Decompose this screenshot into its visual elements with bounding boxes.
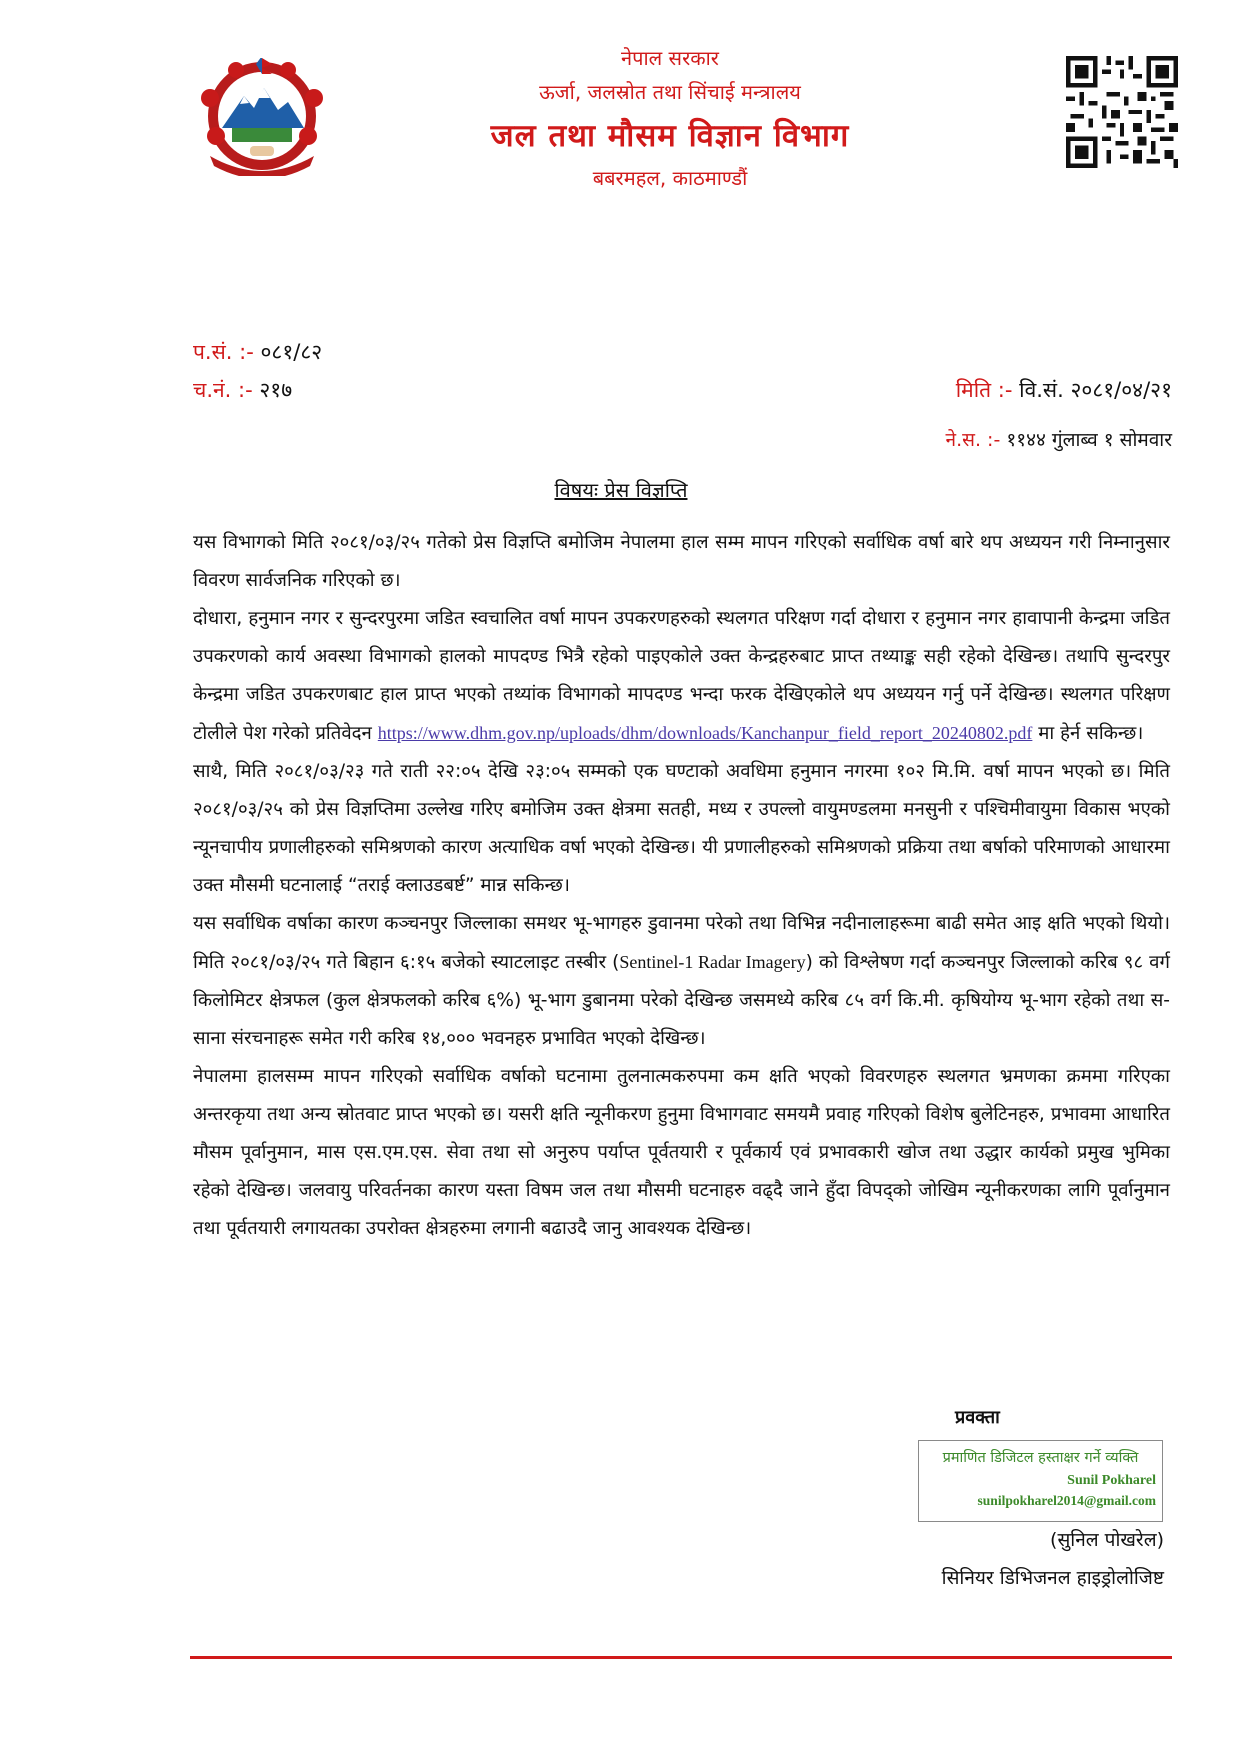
header-government: नेपाल सरकार [621,46,719,70]
subject-text: विषयः प्रेस विज्ञप्ति [554,478,688,502]
sentinel-imagery-term: Sentinel-1 Radar Imagery [619,952,806,972]
paragraph-1: यस विभागको मिति २०८१/०३/२५ गतेको प्रेस विज्ञप्ति बमोजिम नेपालमा हाल सम्म मापन गरिएको सर्वाधिक वर्षा बारे थप अध्ययन गरी निम्नानुसार विवरण सार्वजनिक गरिएको छ। [193,532,1170,591]
date-bs [956,376,1172,404]
press-release-body [193,524,1170,1248]
date-bs-value: वि.सं. २०८१/०४/२१ [1019,378,1172,402]
chalani-number [193,376,292,404]
header-department: जल तथा मौसम विज्ञान विभाग [490,118,850,154]
paragraph-4-end: ) को विश्लेषण गर्दा कञ्चनपुर जिल्लाको करिब ९८ वर्ग किलोमिटर क्षेत्रफल (कुल क्षेत्रफलको करिब ६%) भू-भाग डुबानमा परेको देखिन्छ जसमध्ये करिब ८५ वर्ग कि.मी. कृषियोग्य भू-भाग रहेको तथा स-साना संरचनाहरू समेत गरी करिब १४,००० भवनहरु प्रभावित भएको देखिन्छ। [193,952,1170,1049]
spokesperson-label: प्रवक्ता [955,1407,1000,1428]
paragraph-5: नेपालमा हालसम्म मापन गरिएको सर्वाधिक वर्षाको घटनामा तुलनात्मकरुपमा कम क्षति भएको विवरणहरु स्थलगत भ्रमणका क्रममा गरिएका अन्तरकृया तथा अन्य स्रोतवाट प्राप्त भएको छ। यसरी क्षति न्यूनीकरण हुनुमा विभागवाट समयमै प्रवाह गरिएको विशेष बुलेटिनहरु, प्रभावमा आधारित मौसम पूर्वानुमान, मास एस.एम.एस. सेवा तथा सो अनुरुप पर्याप्त पूर्वतयारी र पूर्वकार्य एवं प्रभावकारी खोज तथा उद्धार कार्यको प्रमुख भुमिका रहेको देखिन्छ। जलवायु परिवर्तनका कारण यस्ता विषम जल तथा मौसमी घटनाहरु वढ्दै जाने हुँदा विपद्को जोखिम न्यूनीकरणका लागि पूर्वानुमान तथा पूर्वतयारी लगायतका उपरोक्त क्षेत्रहरुमा लगानी बढाउदै जानु आवश्यक देखिन्छ। [193,1066,1170,1239]
patra-sankhya [193,338,322,366]
subject-line [0,476,1242,503]
digital-signature-name: Sunil Pokharel [1067,1473,1156,1488]
patra-sankhya-label: प.सं. :- [193,340,254,364]
date-nepal-sambat [946,426,1172,452]
signatory-name: (सुनिल पोखरेल) [1050,1529,1164,1551]
date-ns-label: ने.स. :- [945,429,1001,451]
paragraph-4-text: यस सर्वाधिक वर्षाका कारण कञ्चनपुर जिल्लाका समथर भू-भागहरु डुवानमा परेको तथा विभिन्न नदीनालाहरूमा बाढी समेत आइ क्षति भएको थियो। मिति २०८१/०३/२५ गते बिहान ६:१५ बजेको स्याटलाइट तस्बीर ( [193,913,1170,973]
header-ministry: ऊर्जा, जलस्रोत तथा सिंचाई मन्त्रालय [539,80,801,104]
digital-signature-caption: प्रमाणित डिजिटल हस्ताक्षर गर्ने व्यक्ति [942,1450,1139,1466]
paragraph-2-text: दोधारा, हनुमान नगर र सुन्दरपुरमा जडित स्वचालित वर्षा मापन उपकरणहरुको स्थलगत परिक्षण गर्दा दोधारा र हनुमान नगर हावापानी केन्द्रमा जडित उपकरणको कार्य अवस्था विभागको हालको मापदण्ड भित्रै रहेको पाइएकोले उक्त केन्द्रहरुबाट प्राप्त तथ्याङ्क सही रहेको देखिन्छ। तथापि सुन्दरपुर केन्द्रमा जडित उपकरणबाट हाल प्राप्त भएको तथ्यांक विभागको मापदण्ड भन्दा फरक देखिएकोले थप अध्ययन गर्नु पर्ने देखिन्छ। स्थलगत परिक्षण टोलीले पेश गरेको प्रतिवेदन [193,608,1170,744]
nepal-emblem-icon [192,58,332,176]
chalani-number-value: २१७ [259,378,293,402]
chalani-number-label: च.नं. :- [193,378,253,402]
paragraph-2 [193,600,1170,753]
paragraph-2-end: मा हेर्न सकिन्छ। [1038,723,1144,744]
digital-signature-box[interactable] [918,1440,1163,1522]
footer-divider [190,1656,1172,1659]
signatory-title: सिनियर डिभिजनल हाइड्रोलोजिष्ट [941,1567,1164,1589]
field-report-link[interactable]: https://www.dhm.gov.np/uploads/dhm/downloads/Kanchanpur_field_report_20240802.pdf [377,723,1033,743]
date-bs-label: मिति :- [955,378,1013,402]
qr-code-icon [1066,56,1178,168]
paragraph-4 [193,905,1170,1058]
patra-sankhya-value: ०८१/८२ [260,340,323,364]
digital-signature-email: sunilpokharel2014@gmail.com [977,1493,1156,1508]
header-address: बबरमहल, काठमाण्डौं [592,166,748,190]
date-ns-value: ११४४ गुंलाब्व १ सोमवार [1006,429,1172,451]
paragraph-3: साथै, मिति २०८१/०३/२३ गते राती २२:०५ देखि २३:०५ सम्मको एक घण्टाको अवधिमा हनुमान नगरमा १०२ मि.मि. वर्षा मापन भएको छ। मिति २०८१/०३/२५ को प्रेस विज्ञप्तिमा उल्लेख गरिए बमोजिम उक्त क्षेत्रमा सतही, मध्य र उपल्लो वायुमण्डलमा मनसुनी र पश्चिमीवायुमा विकास भएको न्यूनचापीय प्रणालीहरुको समिश्रणको कारण अत्याधिक वर्षा भएको देखिन्छ। यी प्रणालीहरुको समिश्रणको प्रक्रिया तथा बर्षाको परिमाणको आधारमा उक्त मौसमी घटनालाई “तराई क्लाउडबर्ष्ट” मान्न सकिन्छ। [193,761,1170,896]
